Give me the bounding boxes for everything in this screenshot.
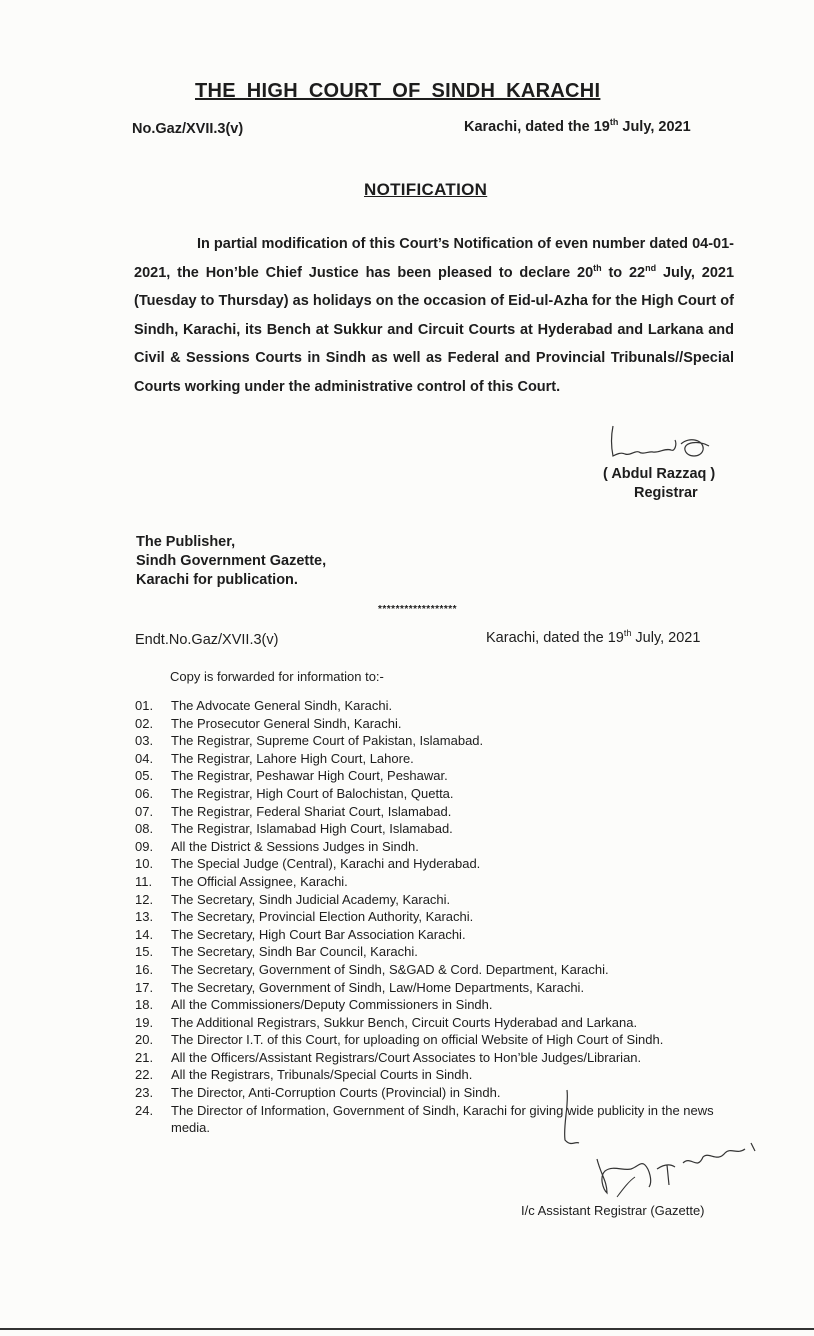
publisher-line: Sindh Government Gazette, xyxy=(136,553,327,569)
recipient-text: All the Officers/Assistant Registrars/Court Associates to Hon’ble Judges/Librarian. xyxy=(171,1049,642,1065)
recipient-text: All the Commissioners/Deputy Commissioners in Sindh. xyxy=(171,997,493,1013)
recipient-number: 21. xyxy=(135,1049,154,1065)
recipient-text: The Registrar, High Court of Balochistan, Quetta. xyxy=(171,785,454,801)
recipient-number: 14. xyxy=(135,926,154,942)
recipient-text: The Official Assignee, Karachi. xyxy=(171,873,348,889)
recipient-item xyxy=(135,943,736,961)
recipient-text: All the District & Sessions Judges in Sindh. xyxy=(171,838,419,854)
page-edge-line xyxy=(0,1328,814,1330)
recipient-number: 22. xyxy=(135,1067,154,1083)
recipient-text: The Additional Registrars, Sukkur Bench, Circuit Courts Hyderabad and Larkana. xyxy=(171,1014,638,1030)
recipient-text: The Registrar, Federal Shariat Court, Islamabad. xyxy=(171,803,452,819)
recipient-item xyxy=(135,979,736,997)
notification-body: In partial modification of this Court’s Notification of even number dated 04-01-2021, the Hon’ble Chief Justice has been pleased to declare 20th to 22nd July, 2021 (Tuesday to Thursday) as holidays on the occasion of Eid-ul-Azha for the High Court of Sindh, Karachi, its Bench at Sukkur and Circuit Courts at Hyderabad and Larkana and Civil & Sessions Courts in Sindh as well as Federal and Provincial Tribunals//Special Courts working under the administrative control of this Court. xyxy=(134,236,735,395)
recipient-number: 06. xyxy=(135,785,154,801)
recipient-text: The Registrar, Islamabad High Court, Islamabad. xyxy=(171,821,453,837)
recipient-number: 09. xyxy=(135,838,154,854)
endorsement-number: Endt.No.Gaz/XVII.3(v) xyxy=(135,632,279,648)
recipient-item xyxy=(135,750,736,768)
recipient-number: 03. xyxy=(135,733,154,749)
recipient-text: The Secretary, Government of Sindh, S&GAD & Cord. Department, Karachi. xyxy=(171,961,609,977)
recipient-number: 05. xyxy=(135,768,154,784)
publisher-line: Karachi for publication. xyxy=(136,572,298,588)
recipient-number: 15. xyxy=(135,944,154,960)
reference-number: No.Gaz/XVII.3(v) xyxy=(132,121,244,137)
publisher-address xyxy=(136,533,326,590)
recipient-number: 18. xyxy=(135,997,154,1013)
recipient-item xyxy=(135,767,736,785)
recipient-text: The Special Judge (Central), Karachi and Hyderabad. xyxy=(171,856,481,872)
recipient-text: All the Registrars, Tribunals/Special Courts in Sindh. xyxy=(171,1067,473,1083)
recipient-item xyxy=(135,732,736,750)
recipient-number: 11. xyxy=(135,873,153,889)
recipient-item xyxy=(135,996,736,1014)
recipient-number: 24. xyxy=(135,1102,154,1118)
registrar-name: ( Abdul Razzaq ) xyxy=(603,466,716,482)
recipient-item xyxy=(135,961,736,979)
recipient-item xyxy=(135,820,736,838)
recipient-item xyxy=(135,715,736,733)
recipient-text: The Director I.T. of this Court, for uploading on official Website of High Court of Sindh. xyxy=(171,1032,664,1048)
recipient-number: 10. xyxy=(135,856,154,872)
recipient-text: The Secretary, Government of Sindh, Law/Home Departments, Karachi. xyxy=(171,979,585,995)
endorsement-date: Karachi, dated the 19th July, 2021 xyxy=(486,628,701,646)
recipient-number: 12. xyxy=(135,891,154,907)
recipient-number: 13. xyxy=(135,909,154,925)
recipient-number: 07. xyxy=(135,803,154,819)
copy-forward-line: Copy is forwarded for information to:- xyxy=(170,669,384,684)
registrar-designation: Registrar xyxy=(634,485,698,501)
recipient-number: 20. xyxy=(135,1032,154,1048)
registrar-signature xyxy=(605,422,730,472)
recipient-item xyxy=(135,873,736,891)
notification-heading: NOTIFICATION xyxy=(364,180,488,199)
recipient-item xyxy=(135,926,736,944)
recipient-text: The Secretary, High Court Bar Association Karachi. xyxy=(171,926,466,942)
recipient-number: 01. xyxy=(135,698,154,713)
recipient-text: The Prosecutor General Sindh, Karachi. xyxy=(171,715,402,731)
recipient-text: The Registrar, Lahore High Court, Lahore. xyxy=(171,750,414,766)
recipient-text: The Secretary, Provincial Election Authority, Karachi. xyxy=(171,909,474,925)
recipient-text: The Registrar, Supreme Court of Pakistan, Islamabad. xyxy=(171,733,484,749)
separator-stars: ****************** xyxy=(378,604,458,615)
recipient-text: The Director, Anti-Corruption Courts (Provincial) in Sindh. xyxy=(171,1085,501,1101)
assistant-registrar-signature xyxy=(545,1085,760,1205)
recipient-item xyxy=(135,1014,736,1032)
recipient-item xyxy=(135,908,736,926)
recipient-text: The Secretary, Sindh Judicial Academy, Karachi. xyxy=(171,891,451,907)
recipient-text: The Advocate General Sindh, Karachi. xyxy=(171,698,393,713)
recipient-item xyxy=(135,697,736,715)
recipient-text: The Secretary, Sindh Bar Council, Karachi. xyxy=(171,944,418,960)
recipient-number: 02. xyxy=(135,715,154,731)
recipient-number: 23. xyxy=(135,1085,154,1101)
recipient-text: The Director of Information, Government of Sindh, Karachi for giving wide publicity in the news media. xyxy=(171,1102,714,1136)
recipient-item xyxy=(135,838,736,856)
recipient-list xyxy=(135,697,736,1137)
assistant-registrar-designation: I/c Assistant Registrar (Gazette) xyxy=(521,1203,705,1218)
document-title: THE HIGH COURT OF SINDH KARACHI xyxy=(195,80,601,102)
issue-date: Karachi, dated the 19th July, 2021 xyxy=(464,117,691,135)
recipient-number: 19. xyxy=(135,1014,154,1030)
recipient-item xyxy=(135,785,736,803)
recipient-item xyxy=(135,1066,736,1084)
recipient-item xyxy=(135,1031,736,1049)
publisher-line: The Publisher, xyxy=(136,534,236,550)
recipient-item xyxy=(135,803,736,821)
recipient-number: 16. xyxy=(135,961,154,977)
recipient-text: The Registrar, Peshawar High Court, Peshawar. xyxy=(171,768,448,784)
recipient-number: 17. xyxy=(135,979,154,995)
recipient-item xyxy=(135,1049,736,1067)
recipient-number: 08. xyxy=(135,821,154,837)
recipient-number: 04. xyxy=(135,750,154,766)
recipient-item xyxy=(135,891,736,909)
recipient-item xyxy=(135,855,736,873)
